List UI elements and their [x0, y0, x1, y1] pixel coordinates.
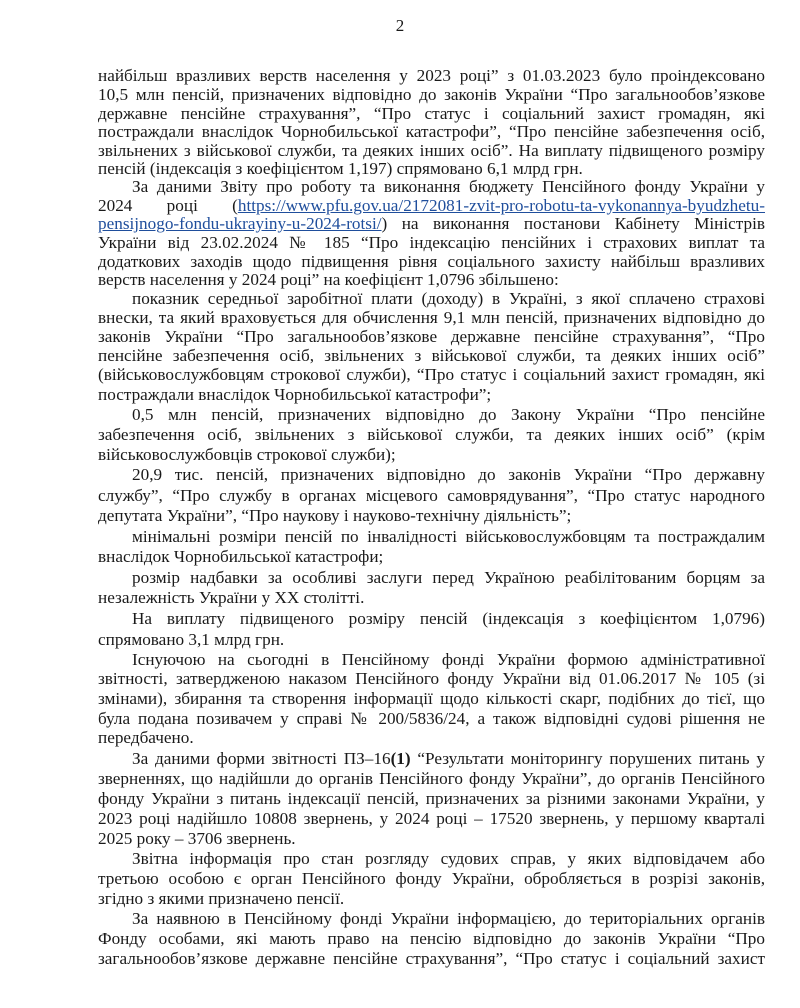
text-fragment: “Результати моніторингу порушених питань у	[410, 749, 765, 768]
text-line: 2023 році надійшло 10808 звернень, у 2024 році – 17520 звернень, у першому кварталі	[98, 809, 765, 828]
text-line: державне пенсійне страхування”, “Про статус і соціальний захист громадян, які	[98, 104, 765, 123]
text-line: незалежність України у ХХ столітті.	[98, 588, 365, 607]
text-fragment: За даними форми звітності ПЗ–16	[132, 749, 391, 768]
text-line: була подана позивачем у справі № 200/5836/24, а також відповідні судові рішення не	[98, 709, 765, 728]
text-line: внаслідок Чорнобильської катастрофи;	[98, 547, 384, 566]
text-line: верств населення у 2024 році” на коефіцієнт 1,0796 збільшено:	[98, 270, 559, 289]
text-line: Звітна інформація про стан розгляду судових справ, у яких відповідачем або	[132, 849, 765, 868]
text-line: додаткових заходів щодо підвищення рівня соціального захисту найбільш вразливих	[98, 252, 765, 271]
text-fragment: ) на виконання постанови Кабінету Міністрів	[381, 214, 765, 233]
text-line: України від 23.02.2024 № 185 “Про індексацію пенсійних і страхових виплат та	[98, 233, 765, 252]
text-line: службу”, “Про службу в органах місцевого самоврядування”, “Про статус народного	[98, 486, 765, 505]
text-line: зверненнях, що надійшли до органів Пенсійного фонду України”, до органів Пенсійного	[98, 769, 765, 788]
text-line	[132, 749, 765, 769]
text-line: змінами), збирання та створення інформації щодо кількості скарг, подібних до тієї, що	[98, 689, 765, 708]
text-line: За даними Звіту про роботу та виконання бюджету Пенсійного фонду України у	[132, 177, 765, 196]
text-line: розмір надбавки за особливі заслуги перед Україною реабілітованим борцям за	[132, 568, 765, 587]
form-number-bold: (1)	[390, 749, 411, 768]
text-line: забезпечення осіб, звільнених з військової служби, та деяких інших осіб” (крім	[98, 425, 765, 444]
text-line: На виплату підвищеного розміру пенсій (індексація з коефіцієнтом 1,0796)	[132, 609, 765, 628]
text-line: пенсій (індексація з коефіцієнтом 1,197) спрямовано 6,1 млрд грн.	[98, 159, 583, 178]
text-line: звільнених з військової служби, та деяких інших осіб”. На виплату підвищеного розміру	[98, 141, 765, 160]
text-fragment: 2024 році (	[98, 196, 238, 215]
page-number: 2	[395, 16, 405, 35]
text-line: передбачено.	[98, 728, 194, 747]
text-line: загальнообов’язкове державне пенсійне страхування”, “Про статус і соціальний захист	[98, 949, 765, 968]
report-link[interactable]: https://www.pfu.gov.ua/2172081-zvit-pro-robotu-ta-vykonannya-byudzhetu-	[237, 196, 765, 215]
text-line: третьою особою є орган Пенсійного фонду України, обробляється в розрізі законів,	[98, 869, 765, 888]
text-line: 10,5 млн пенсій, призначених відповідно до законів України “Про загальнообов’язкове	[98, 85, 765, 104]
text-line: військовослужбовців строкової служби);	[98, 445, 396, 464]
text-line: 20,9 тис. пенсій, призначених відповідно до законів України “Про державну	[132, 465, 765, 484]
text-line: спрямовано 3,1 млрд грн.	[98, 630, 285, 649]
text-line: звітності, затвердженою наказом Пенсійного фонду України від 01.06.2017 № 105 (зі	[98, 669, 765, 688]
text-line: 0,5 млн пенсій, призначених відповідно до Закону України “Про пенсійне	[132, 405, 765, 424]
text-line: постраждали внаслідок Чорнобильської катастрофи”, “Про пенсійне забезпечення осіб,	[98, 122, 765, 141]
text-line: постраждали внаслідок Чорнобильської катастрофи”;	[98, 385, 492, 404]
text-line: 2025 року – 3706 звернень.	[98, 829, 296, 848]
text-line: пенсійне забезпечення осіб, звільнених з військової служби, та деяких інших осіб”	[98, 346, 765, 365]
text-line: фонду України з питань індексації пенсій, призначених за різними законами України, у	[98, 789, 765, 808]
text-line: законів України “Про загальнообов’язкове державне пенсійне страхування”, “Про	[98, 327, 765, 346]
text-line	[98, 214, 765, 234]
text-line	[98, 196, 765, 216]
text-line: згідно з якими призначено пенсії.	[98, 889, 345, 908]
text-line: депутата України”, “Про наукову і науково-технічну діяльність”;	[98, 506, 572, 525]
text-line: показник середньої заробітної плати (доходу) в Україні, з якої сплачено страхові	[132, 289, 765, 308]
report-link-continued[interactable]: pensijnogo-fondu-ukrayiny-u-2024-rotsi/	[98, 214, 382, 233]
text-line: За наявною в Пенсійному фонді України інформацією, до територіальних органів	[132, 909, 765, 928]
text-line: (військовослужбовцям строкової служби), “Про статус і соціальний захист громадян, які	[98, 365, 765, 384]
text-line: мінімальні розміри пенсій по інвалідності військовослужбовцям та постраждалим	[132, 527, 765, 546]
text-line: найбільш вразливих верств населення у 2023 році” з 01.03.2023 було проіндексовано	[98, 66, 765, 85]
text-line: Фонду особами, які мають право на пенсію відповідно до законів України “Про	[98, 929, 765, 948]
text-line: внески, та який враховується для обчислення 9,1 млн пенсій, призначених відповідно до	[98, 308, 765, 327]
text-line: Існуючою на сьогодні в Пенсійному фонді України формою адміністративної	[132, 650, 765, 669]
